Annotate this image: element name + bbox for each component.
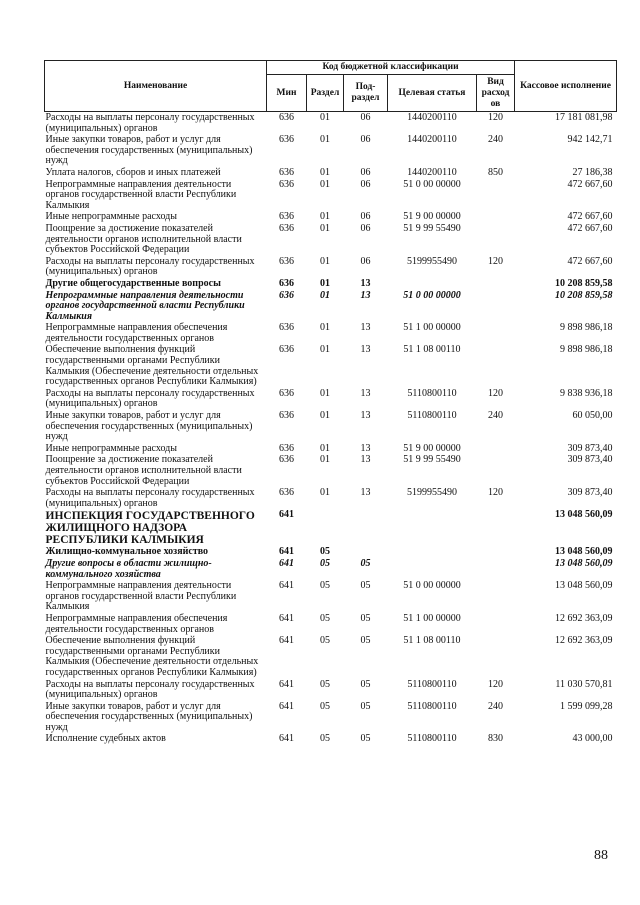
- row-vid: [477, 179, 515, 212]
- row-amount: 12 692 363,09: [555, 635, 613, 647]
- header-target: Целевая статья: [388, 75, 477, 112]
- row-min: 636: [279, 410, 294, 422]
- table-row: [45, 179, 617, 212]
- row-min: 641: [279, 546, 294, 558]
- row-name: Расходы на выплаты персоналу государственных (муниципальных) органов: [45, 387, 255, 410]
- table-row: [45, 278, 617, 290]
- table-row: [45, 388, 617, 410]
- row-podrazdel: 13: [360, 454, 371, 466]
- row-name: Расходы на выплаты персоналу государственных (муниципальных) органов: [45, 255, 255, 278]
- row-vid: [477, 558, 515, 580]
- row-name: Непрограммные направления деятельности органов государственной власти Республики Калмыкия: [45, 178, 237, 211]
- row-razdel: 01: [320, 410, 330, 422]
- row-podrazdel: 13: [360, 322, 371, 334]
- row-name: Иные непрограммные расходы: [45, 211, 177, 223]
- row-amount: 9 838 936,18: [560, 387, 613, 399]
- row-amount: 13 048 560,09: [555, 509, 613, 521]
- row-amount: 309 873,40: [567, 442, 613, 454]
- row-vid: [477, 613, 515, 635]
- row-amount: 12 692 363,09: [555, 612, 613, 624]
- row-name: ИНСПЕКЦИЯ ГОСУДАРСТВЕННОГО ЖИЛИЩНОГО НАДЗОРА РЕСПУБЛИКИ КАЛМЫКИЯ: [45, 510, 255, 547]
- row-razdel: 05: [320, 612, 330, 624]
- row-razdel: 05: [320, 580, 330, 592]
- row-podrazdel: 13: [360, 442, 371, 454]
- row-razdel: 05: [320, 678, 330, 690]
- table-row: [45, 679, 617, 701]
- row-amount: 27 186,38: [572, 166, 613, 178]
- row-vid: 120: [488, 487, 503, 499]
- row-vid: [477, 635, 515, 678]
- table-row: [45, 733, 617, 745]
- table-row: [45, 322, 617, 344]
- row-vid: [477, 278, 515, 290]
- row-min: 636: [279, 442, 294, 454]
- row-razdel: 01: [320, 211, 330, 223]
- row-podrazdel: 06: [360, 255, 371, 267]
- row-razdel: 01: [320, 487, 330, 499]
- header-kassa: Кассовое исполнение: [515, 61, 617, 112]
- row-min: 636: [279, 277, 294, 289]
- row-target: 51 9 99 55490: [403, 454, 461, 466]
- row-vid: 240: [488, 410, 503, 422]
- row-podrazdel: 05: [360, 635, 371, 647]
- row-amount: 472 667,60: [567, 255, 613, 267]
- row-podrazdel: 13: [360, 344, 371, 356]
- budget-table: [44, 60, 617, 745]
- row-min: 641: [279, 700, 294, 712]
- row-podrazdel: 05: [360, 557, 371, 569]
- row-name: Непрограммные направления деятельности органов государственной власти Республики Калмыкия: [45, 289, 245, 322]
- row-razdel: 05: [320, 700, 330, 712]
- row-vid: [477, 322, 515, 344]
- row-target: [388, 278, 477, 290]
- row-podrazdel: [344, 546, 388, 558]
- row-name: Поощрение за достижение показателей деятельности органов исполнительной власти субъектов Российской Федерации: [45, 454, 242, 487]
- row-target: [388, 509, 477, 546]
- table-row: [45, 167, 617, 179]
- row-vid: 830: [488, 733, 503, 745]
- row-vid: [477, 546, 515, 558]
- row-vid: 120: [488, 387, 503, 399]
- row-podrazdel: [344, 509, 388, 546]
- row-min: 636: [279, 178, 294, 190]
- row-vid: 120: [488, 255, 503, 267]
- row-name: Другие вопросы в области жилищно-коммунального хозяйства: [45, 557, 212, 580]
- row-amount: 13 048 560,09: [555, 580, 613, 592]
- row-name: Жилищно-коммунальное хозяйство: [45, 546, 209, 558]
- row-target: 51 1 08 00110: [403, 344, 461, 356]
- row-podrazdel: 05: [360, 580, 371, 592]
- row-min: 636: [279, 222, 294, 234]
- row-name: Иные закупки товаров, работ и услуг для обеспечения государственных (муниципальных) нужд: [45, 134, 253, 167]
- page-number: 88: [594, 848, 608, 863]
- row-podrazdel: 06: [360, 178, 371, 190]
- header-razdel: Раздел: [307, 75, 344, 112]
- row-min: 636: [279, 289, 294, 301]
- row-amount: 10 208 859,58: [555, 289, 613, 301]
- row-razdel: 01: [320, 387, 330, 399]
- row-podrazdel: 13: [360, 487, 371, 499]
- table-body: [45, 112, 617, 746]
- row-vid: [477, 290, 515, 323]
- row-name: Непрограммные направления обеспечения деятельности государственных органов: [45, 322, 228, 344]
- table-row: [45, 211, 617, 223]
- row-target: 5110800110: [407, 410, 457, 422]
- row-target: 51 9 99 55490: [403, 222, 461, 234]
- row-target: 5110800110: [407, 387, 457, 399]
- row-podrazdel: 05: [360, 678, 371, 690]
- row-vid: 120: [488, 678, 503, 690]
- row-vid: 240: [488, 134, 503, 146]
- row-amount: 43 000,00: [572, 733, 613, 745]
- row-razdel: 01: [320, 442, 330, 454]
- table-row: [45, 487, 617, 509]
- row-target: 1440200110: [407, 166, 457, 178]
- row-vid: [477, 443, 515, 455]
- row-amount: 11 030 570,81: [555, 678, 613, 690]
- row-amount: 13 048 560,09: [555, 557, 613, 569]
- row-razdel: [307, 509, 344, 546]
- row-target: 5110800110: [407, 733, 457, 745]
- row-min: 636: [279, 454, 294, 466]
- row-vid: [477, 211, 515, 223]
- row-podrazdel: 13: [360, 289, 371, 301]
- row-target: 51 1 08 00110: [403, 635, 461, 647]
- row-name: Иные закупки товаров, работ и услуг для обеспечения государственных (муниципальных) нужд: [45, 410, 253, 443]
- row-name: Расходы на выплаты персоналу государственных (муниципальных) органов: [45, 487, 255, 509]
- row-amount: 10 208 859,58: [555, 277, 613, 289]
- row-min: 641: [279, 557, 294, 569]
- row-amount: 1 599 099,28: [560, 700, 613, 712]
- row-min: 636: [279, 344, 294, 356]
- table-row: [45, 546, 617, 558]
- header-podrazdel: Под-раздел: [344, 75, 388, 112]
- row-target: 51 1 00 00000: [403, 612, 461, 624]
- table-row: [45, 443, 617, 455]
- row-amount: 472 667,60: [567, 211, 613, 223]
- row-razdel: 01: [320, 255, 330, 267]
- header-name: Наименование: [45, 61, 267, 112]
- row-target: 51 0 00 00000: [403, 289, 461, 301]
- row-amount: 309 873,40: [567, 487, 613, 499]
- row-podrazdel: 05: [360, 612, 371, 624]
- row-target: 1440200110: [407, 112, 457, 123]
- table-row: [45, 344, 617, 387]
- row-razdel: 01: [320, 178, 330, 190]
- row-podrazdel: 06: [360, 211, 371, 223]
- row-amount: 60 050,00: [572, 410, 613, 422]
- row-podrazdel: 05: [360, 700, 371, 712]
- row-min: 641: [279, 733, 294, 745]
- row-vid: 120: [488, 112, 503, 123]
- table-row: [45, 454, 617, 487]
- table-row: [45, 256, 617, 278]
- row-target: [388, 546, 477, 558]
- row-razdel: 01: [320, 289, 330, 301]
- row-min: 641: [279, 612, 294, 624]
- row-razdel: 01: [320, 166, 330, 178]
- row-name: Иные закупки товаров, работ и услуг для обеспечения государственных (муниципальных) нужд: [45, 700, 253, 733]
- row-amount: 9 898 986,18: [560, 344, 613, 356]
- row-name: Обеспечение выполнения функций государственными органами Республики Калмыкия (Обеспечение деятельности отдельных государственных органов Республики Калмыкия): [45, 635, 259, 678]
- row-razdel: 01: [320, 322, 330, 334]
- row-min: 636: [279, 487, 294, 499]
- row-podrazdel: 05: [360, 733, 371, 745]
- row-target: 1440200110: [407, 134, 457, 146]
- row-razdel: 05: [320, 733, 330, 745]
- row-target: 51 0 00 00000: [403, 178, 461, 190]
- row-vid: [477, 580, 515, 613]
- header-vid: Вид расход ов: [477, 75, 515, 112]
- row-amount: 472 667,60: [567, 222, 613, 234]
- row-razdel: 01: [320, 344, 330, 356]
- row-amount: 472 667,60: [567, 178, 613, 190]
- row-name: Расходы на выплаты персоналу государственных (муниципальных) органов: [45, 112, 255, 134]
- row-name: Исполнение судебных актов: [45, 733, 166, 745]
- row-podrazdel: 06: [360, 134, 371, 146]
- row-razdel: 01: [320, 134, 330, 146]
- row-min: 641: [279, 635, 294, 647]
- row-name: Поощрение за достижение показателей деятельности органов исполнительной власти субъектов Российской Федерации: [45, 222, 242, 256]
- row-amount: 17 181 081,98: [555, 112, 613, 123]
- table-row: [45, 290, 617, 323]
- table-row: [45, 223, 617, 256]
- row-target: 5199955490: [407, 255, 457, 267]
- row-razdel: 01: [320, 222, 330, 234]
- row-vid: [477, 509, 515, 546]
- row-name: Непрограммные направления деятельности органов государственной власти Республики Калмыкия: [45, 580, 237, 613]
- row-name: Другие общегосударственные вопросы: [45, 277, 221, 289]
- row-vid: [477, 223, 515, 256]
- header-min: Мин: [267, 75, 307, 112]
- table-row: [45, 112, 617, 135]
- row-target: 51 9 00 00000: [403, 442, 461, 454]
- row-podrazdel: 06: [360, 112, 371, 123]
- row-name: Уплата налогов, сборов и иных платежей: [45, 166, 221, 178]
- row-target: 5199955490: [407, 487, 457, 499]
- row-min: 636: [279, 166, 294, 178]
- row-min: 636: [279, 322, 294, 334]
- row-min: 641: [279, 509, 294, 521]
- row-target: 51 9 00 00000: [403, 211, 461, 223]
- budget-report-sheet: [44, 60, 616, 745]
- row-target: 51 0 00 00000: [403, 580, 461, 592]
- row-vid: [477, 454, 515, 487]
- row-vid: [477, 344, 515, 387]
- row-name: Расходы на выплаты персоналу государственных (муниципальных) органов: [45, 678, 255, 701]
- row-razdel: 05: [320, 546, 330, 558]
- row-min: 636: [279, 255, 294, 267]
- row-target: [388, 558, 477, 580]
- row-amount: 942 142,71: [567, 134, 613, 146]
- row-min: 641: [279, 678, 294, 690]
- row-razdel: 01: [320, 454, 330, 466]
- row-razdel: 05: [320, 557, 330, 569]
- table-row: [45, 580, 617, 613]
- row-min: 636: [279, 387, 294, 399]
- row-amount: 309 873,40: [567, 454, 613, 466]
- row-podrazdel: 13: [360, 410, 371, 422]
- table-row: [45, 558, 617, 580]
- table-row: [45, 509, 617, 546]
- row-min: 636: [279, 112, 294, 123]
- row-amount: 13 048 560,09: [555, 546, 613, 558]
- row-min: 636: [279, 134, 294, 146]
- row-podrazdel: 13: [360, 277, 371, 289]
- row-min: 636: [279, 211, 294, 223]
- row-target: 51 1 00 00000: [403, 322, 461, 334]
- row-target: 5110800110: [407, 678, 457, 690]
- row-vid: 850: [488, 166, 503, 178]
- row-name: Иные непрограммные расходы: [45, 442, 177, 454]
- row-target: 5110800110: [407, 700, 457, 712]
- header-code-group: Код бюджетной классификации: [267, 61, 515, 75]
- row-podrazdel: 06: [360, 222, 371, 234]
- table-row: [45, 701, 617, 734]
- row-podrazdel: 13: [360, 387, 371, 399]
- row-min: 641: [279, 580, 294, 592]
- row-amount: 9 898 986,18: [560, 322, 613, 334]
- row-vid: 240: [488, 700, 503, 712]
- table-row: [45, 134, 617, 167]
- table-row: [45, 613, 617, 635]
- table-row: [45, 635, 617, 678]
- row-name: Обеспечение выполнения функций государственными органами Республики Калмыкия (Обеспечение деятельности отдельных государственных органов Республики Калмыкия): [45, 344, 259, 388]
- table-row: [45, 410, 617, 443]
- row-razdel: 01: [320, 112, 330, 123]
- row-name: Непрограммные направления обеспечения деятельности государственных органов: [45, 612, 228, 635]
- row-podrazdel: 06: [360, 166, 371, 178]
- row-razdel: 05: [320, 635, 330, 647]
- row-razdel: 01: [320, 277, 330, 289]
